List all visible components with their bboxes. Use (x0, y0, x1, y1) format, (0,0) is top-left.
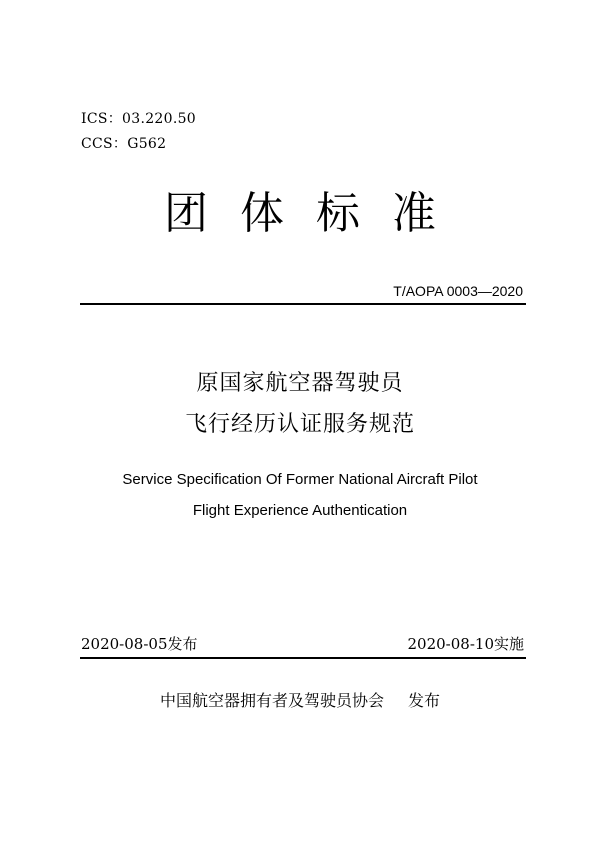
bottom-divider (80, 657, 526, 659)
publisher-line (0, 688, 600, 711)
implementation-date: 2020-08-10实施 (407, 635, 524, 653)
publisher-action: 发布 (408, 691, 441, 710)
standard-number: T/AOPA 0003—2020 (393, 283, 523, 299)
issue-date: 2020-08-05发布 (81, 635, 198, 653)
ccs-code: CCS：G562 (81, 136, 167, 152)
publisher-organization: 中国航空器拥有者及驾驶员协会 (159, 691, 384, 710)
ics-code: ICS：03.220.50 (81, 111, 196, 127)
standard-type-heading: 团体标准 (164, 188, 468, 239)
top-divider (80, 303, 526, 305)
chinese-title-line-2: 飞行经历认证服务规范 (184, 412, 415, 437)
chinese-title-line-1: 原国家航空器驾驶员 (196, 371, 404, 396)
english-title-line-1: Service Specification Of Former National Aircraft Pilot (122, 471, 478, 488)
english-title-line-2: Flight Experience Authentication (192, 502, 408, 519)
